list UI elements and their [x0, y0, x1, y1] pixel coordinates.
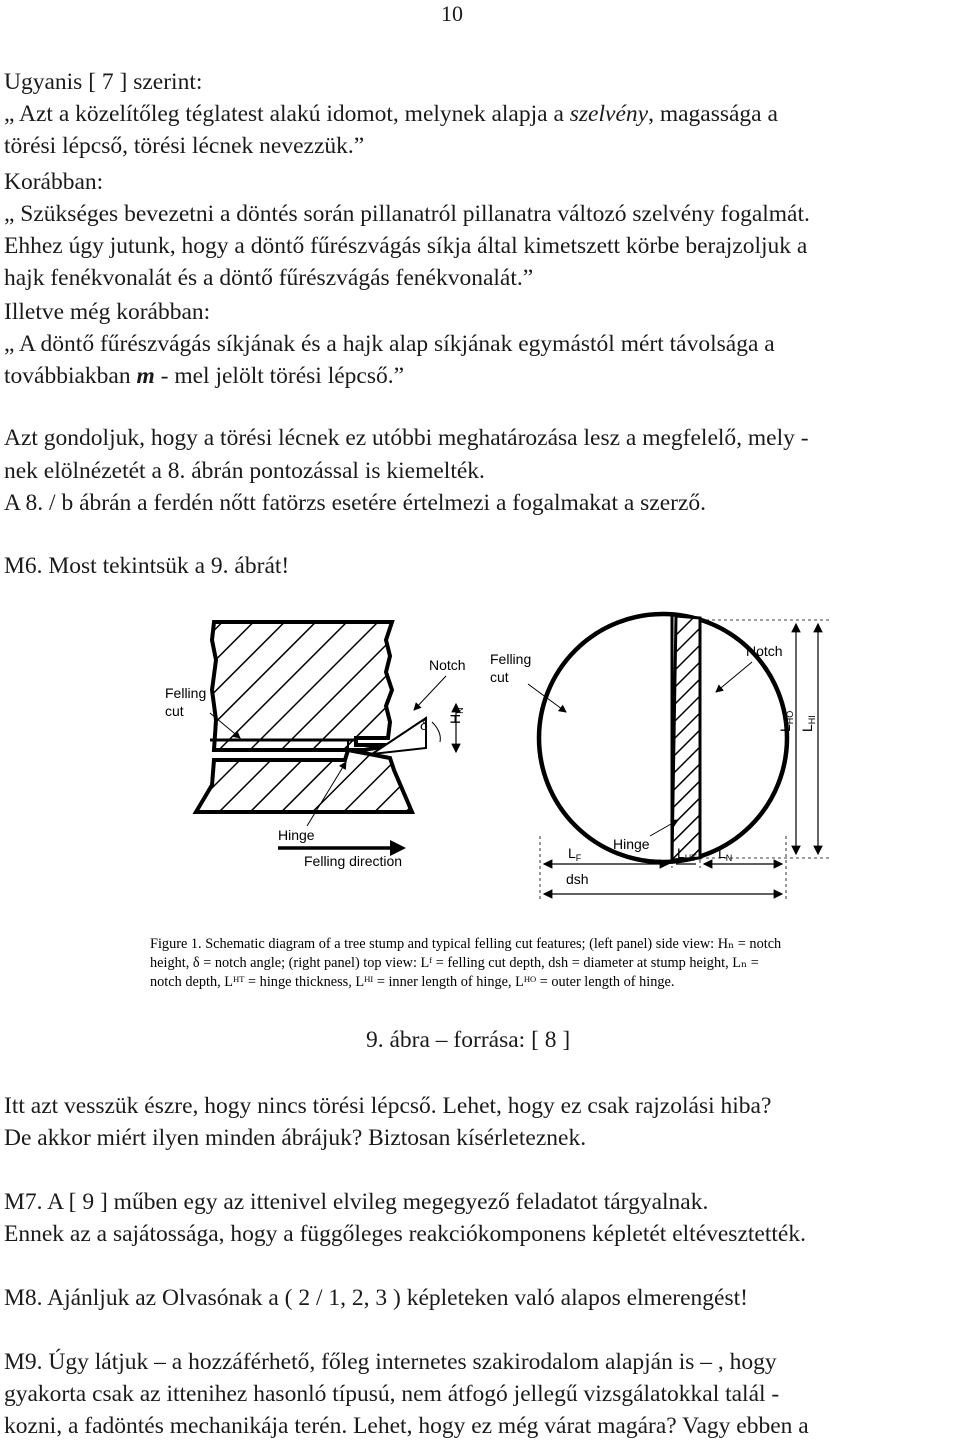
- page-number: 10: [441, 1, 463, 26]
- paragraph-line: Ugyanis [ 7 ] szerint:: [4, 69, 203, 95]
- quote-line: törési lépcső, törési lécnek nevezzük.”: [4, 133, 365, 159]
- notch-label-right: Notch: [746, 643, 783, 659]
- quote-line: [4, 98, 778, 130]
- paragraph-line: Korábban:: [4, 169, 104, 195]
- felling-direction-label: Felling direction: [304, 853, 403, 869]
- hinge-label: Hinge: [278, 827, 315, 843]
- hinge-strip: [672, 616, 700, 860]
- section-heading-m8: M8. Ajánljuk az Olvasónak a ( 2 / 1, 2, 3 ) képleteken való alapos elmerengést!: [4, 1285, 748, 1311]
- quote-line: „ A döntő fűrészvágás síkjának és a hajk alap síkjának egymástól mért távolsága a: [4, 331, 775, 357]
- hn-label: $H_N$: [447, 707, 465, 724]
- paragraph-line: Ennek az a sajátossága, hogy a függőleges reakciókomponens képletét eltévesztették.: [4, 1221, 806, 1247]
- notch-label: Notch: [429, 657, 466, 673]
- paragraph-line: gyakorta csak az ittenihez hasonló típusú, nem átfogó jellegű vizsgálatokkal talál -: [4, 1381, 780, 1407]
- stump: [196, 750, 412, 812]
- italic-term: szelvény: [569, 101, 649, 127]
- quote-line: hajk fenékvonalát és a döntő fűrészvágás fenékvonalát.”: [4, 265, 534, 291]
- hinge-label-right: Hinge: [613, 836, 650, 852]
- quote-text: , magassága a: [648, 101, 778, 127]
- paragraph-line: nek elölnézetét a 8. ábrán pontozással is kiemelték.: [4, 458, 485, 484]
- paragraph-line: A 8. / b ábrán a ferdén nőtt fatörzs esetére értelmezi a fogalmakat a szerző.: [4, 490, 707, 516]
- quote-text: - mel jelölt törési lépcső.”: [154, 363, 405, 389]
- caption-line: notch depth, Lᴴᵀ = hinge thickness, Lᴴᴵ = inner length of hinge, Lᴴᴼ = outer length of hinge.: [150, 974, 675, 990]
- lht-label: $L_{HT}$: [677, 845, 697, 863]
- upper-trunk: [212, 622, 392, 750]
- caption-line: Figure 1. Schematic diagram of a tree stump and typical felling cut features; (left panel) side view: Hₙ = notch: [150, 936, 782, 952]
- dsh-label: dsh: [566, 871, 589, 887]
- figure-title: 9. ábra – forrása: [ 8 ]: [366, 1027, 571, 1053]
- quote-line: [4, 360, 404, 392]
- paragraph-line: Illetve még korábban:: [4, 299, 211, 325]
- quote-text: továbbiakban: [4, 363, 137, 389]
- felling-cut-diagram: [150, 600, 830, 900]
- section-heading-m7: M7. A [ 9 ] műben egy az ittenivel elvileg megegyező feladatot tárgyalnak.: [4, 1189, 709, 1215]
- lf-label: $L_F$: [568, 845, 582, 863]
- caption-line: height, δ = notch angle; (right panel) top view: Lᶠ = felling cut depth, dsh = diameter at stump height, Lₙ =: [150, 955, 759, 971]
- quote-text: „ Azt a közelítőleg téglatest alakú idomot, melynek alapja a: [4, 101, 570, 127]
- lho-label: $L_{HO}$: [777, 710, 795, 732]
- section-heading-m9: M9. Úgy látjuk – a hozzáférhető, főleg internetes szakirodalom alapján is – , hogy: [4, 1349, 777, 1375]
- felling-cut-label-2: cut: [165, 703, 184, 719]
- paragraph-line: kozni, a fadöntés mechanikája terén. Lehet, hogy ez még várat magára? Vagy ebben a: [4, 1413, 809, 1439]
- paragraph-line: Azt gondoljuk, hogy a törési lécnek ez utóbbi meghatározása lesz a megfelelő, mely -: [4, 425, 809, 451]
- quote-line: „ Szükséges bevezetni a döntés során pillanatról pillanatra változó szelvény fogalmát.: [4, 201, 810, 227]
- lhi-label: $L_{HI}$: [799, 715, 817, 732]
- paragraph-line: De akkor miért ilyen minden ábrájuk? Biztosan kísérleteznek.: [4, 1125, 587, 1151]
- symbol-m: m: [136, 363, 155, 389]
- ln-label: $L_N$: [718, 845, 733, 863]
- top-view-panel: [490, 614, 830, 900]
- felling-cut-label-right: Felling: [490, 651, 532, 667]
- paragraph-line: Itt azt vesszük észre, hogy nincs törési lépcső. Lehet, hogy ez csak rajzolási hiba?: [4, 1093, 772, 1119]
- section-heading-m6: M6. Most tekintsük a 9. ábrát!: [4, 553, 290, 579]
- felling-cut-label: Felling: [165, 685, 207, 701]
- quote-line: Ehhez úgy jutunk, hogy a döntő fűrészvágás síkja által kimetszett körbe berajzoljuk a: [4, 233, 808, 259]
- side-view-panel: [165, 622, 466, 869]
- figure-caption: [150, 935, 850, 992]
- felling-cut-label-right-2: cut: [490, 669, 509, 685]
- delta-label: δ: [420, 717, 428, 733]
